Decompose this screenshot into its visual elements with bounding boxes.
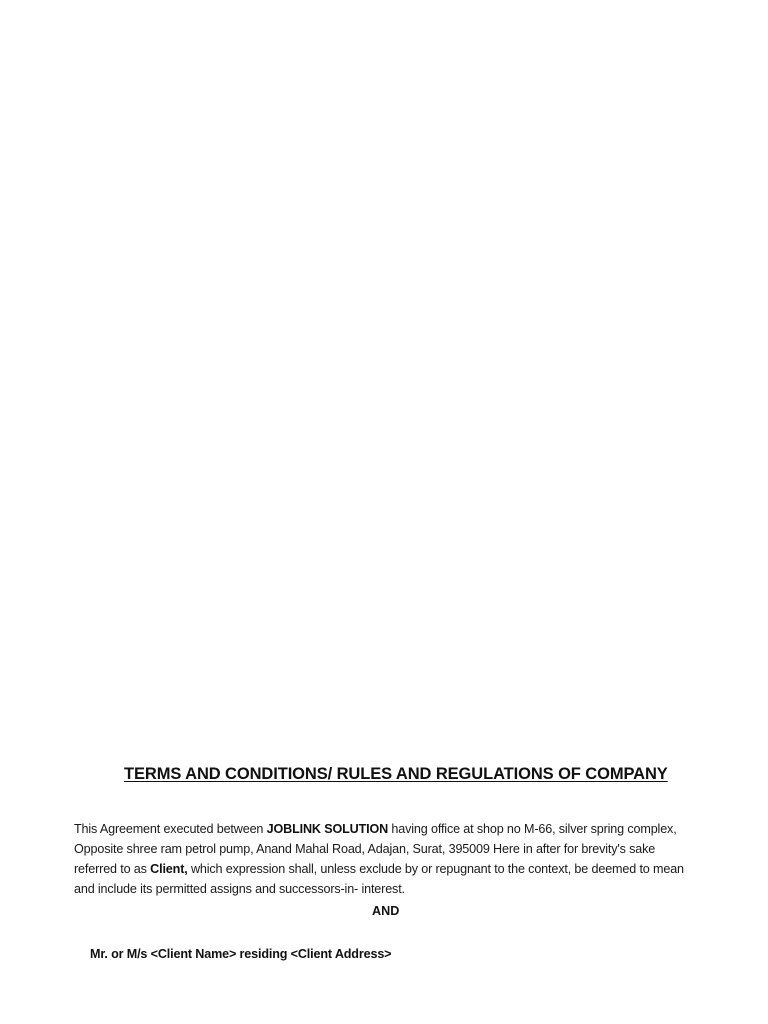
agreement-intro: This Agreement executed between (74, 821, 267, 836)
company-address: having office at shop no M-66, silver spring complex, Opposite shree ram petrol pump, Anand Mahal Road, Adajan, Surat, 395009 Here in after for brevity's sake referred to as (74, 821, 677, 876)
company-name: JOBLINK SOLUTION (266, 821, 389, 836)
document-title: TERMS AND CONDITIONS/ RULES AND REGULATIONS OF COMPANY (124, 765, 668, 783)
agreement-closing: which expression shall, unless exclude by or repugnant to the context, be deemed to mean and include its permitted assigns and successors-in- interest. (74, 861, 684, 896)
client-details-line: Mr. or M/s <Client Name> residing <Client Address> (90, 947, 392, 961)
client-term: Client, (150, 861, 188, 876)
agreement-paragraph (74, 819, 696, 899)
and-conjunction: AND (372, 904, 400, 918)
